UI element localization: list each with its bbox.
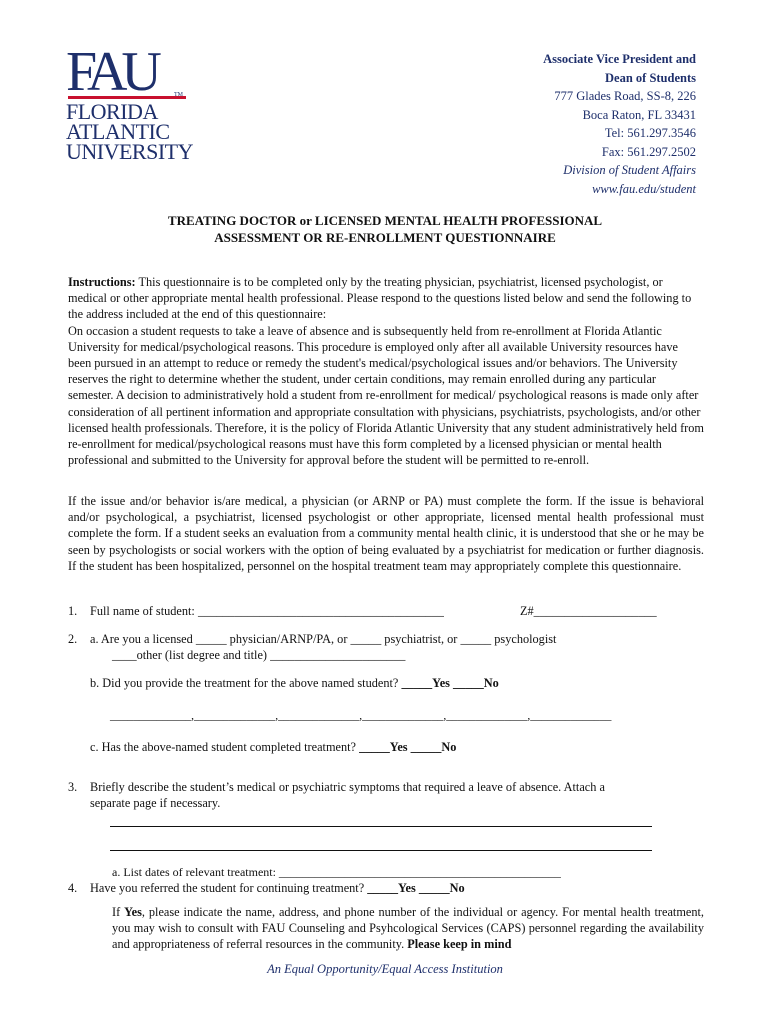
z-number-label: Z# — [520, 604, 534, 618]
q1-text — [90, 603, 444, 619]
fau-logo — [66, 44, 193, 164]
who-completes-paragraph: If the issue and/or behavior is/are medical, a physician (or ARNP or PA) must complete the form. If the issue is behavioral and/or psychological, a psychiatrist, licensed psychologist or other appropriate, licensed mental health professional must complete the form. If a student seeks an evaluation from a community mental health clinic, it is understood that she or he may be seen by psychologists or social workers with the option of being evaluated by a psychiatrist for medication or further diagnosis. If the student has been hospitalized, personnel on the hospital treatment team may appropriately complete this questionnaire. — [68, 494, 704, 573]
question-4 — [68, 880, 708, 896]
q3-answer-line-2[interactable] — [110, 850, 652, 851]
q4-number: 4. — [68, 881, 78, 895]
equal-opportunity-footer: An Equal Opportunity/Equal Access Institution — [267, 962, 503, 976]
q4-label: Have you referred the student for continuing treatment? — [90, 881, 368, 895]
q3a-dates-field[interactable]: a. List dates of relevant treatment: _______________________________________________ — [112, 865, 561, 879]
logo-atlantic: ATLANTIC — [66, 119, 170, 144]
instructions-paragraph — [68, 274, 704, 323]
fau-logo-mark — [66, 44, 188, 94]
logo-florida: FLORIDA — [66, 99, 158, 124]
q4-referral-text: , please indicate the name, address, and phone number of the individual or agency. For mental health treatment, you may wish to consult with FAU Counseling and Psyhcological Services (CAPS) personnel regarding the availability and appropriateness of referral resources in the community. — [112, 905, 704, 952]
address-tel: Tel: 561.297.3546 — [604, 126, 696, 140]
instructions-section — [68, 274, 704, 468]
q3-answer-line-1[interactable] — [110, 826, 652, 827]
q2b — [90, 675, 499, 691]
address-city: Boca Raton, FL 33431 — [582, 107, 696, 122]
address-fax: Fax: 561.297.2502 — [601, 144, 696, 159]
q1-znumber — [520, 603, 657, 619]
fau-letters: FAU — [66, 44, 156, 94]
z-number-field[interactable]: ____________________ — [533, 604, 657, 618]
q2a-text[interactable]: a. Are you a licensed _____ physician/ARNP/PA, or _____ psychiatrist, or _____ psychologist — [90, 632, 557, 646]
title-line-1: TREATING DOCTOR or LICENSED MENTAL HEALTH PROFESSIONAL — [167, 213, 603, 228]
trademark: TM — [174, 92, 183, 98]
instructions-label: Instructions: — [68, 275, 136, 289]
address-street: 777 Glades Road, SS-8, 226 — [554, 89, 696, 103]
q1-label: Full name of student: — [90, 604, 198, 618]
address-block — [543, 50, 696, 198]
instructions-text: This questionnaire is to be completed only by the treating physician, psychiatrist, licensed psychologist, or medical or other appropriate mental health professional. Please respond to the questions listed below and send the following to the address included at the end of this questionnaire: — [68, 275, 692, 322]
q2c — [90, 739, 456, 755]
document-title — [0, 212, 770, 246]
question-1 — [68, 603, 708, 619]
q4-keep-in-mind: Please keep in mind — [407, 937, 512, 952]
student-name-field[interactable]: ________________________________________ — [197, 604, 444, 618]
q2c-no-option[interactable]: _____No — [407, 740, 457, 754]
address-dean: Dean of Students — [605, 70, 696, 85]
q4-no-option[interactable]: _____No — [415, 881, 465, 895]
title-line-2: ASSESSMENT OR RE-ENROLLMENT QUESTIONNAIRE — [214, 230, 556, 245]
q2-number: 2. — [68, 632, 78, 646]
q3-text-line-2: separate page if necessary. — [90, 796, 221, 810]
address-website[interactable]: www.fau.edu/student — [592, 181, 696, 196]
question-3 — [68, 779, 708, 795]
q2c-yes-option[interactable]: _____Yes — [359, 740, 408, 754]
q3-text-line-1: Briefly describe the student’s medical or psychiatric symptoms that required a leave of absence. Attach a — [90, 780, 605, 794]
address-title: Associate Vice President and — [543, 52, 696, 66]
q4-referral-instructions — [112, 904, 704, 953]
q4-if: If — [112, 905, 125, 919]
address-division: Division of Student Affairs — [563, 163, 696, 177]
q2a-other-field[interactable]: ____other (list degree and title) ______________________ — [112, 648, 406, 662]
q4-text — [90, 880, 465, 896]
q2c-label: c. Has the above-named student completed treatment? — [90, 740, 360, 754]
q3-number: 3. — [68, 780, 78, 794]
q2b-no-option[interactable]: _____No — [449, 676, 499, 690]
q4-yes-option[interactable]: _____Yes — [367, 881, 416, 895]
q2b-label: b. Did you provide the treatment for the above named student? — [90, 676, 402, 690]
q4-yes-word: Yes — [124, 905, 142, 919]
q2b-yes-option[interactable]: _____Yes — [401, 676, 450, 690]
question-2 — [68, 631, 708, 647]
q1-number: 1. — [68, 604, 78, 618]
policy-paragraph: On occasion a student requests to take a leave of absence and is subsequently held from re-enrollment at Florida Atlantic University for medical/psychological reasons. This procedure is employed only after all available University resources have been pursued in an attempt to reduce or remedy the student's medical/psychological issues and/or behaviors. The University reserves the right to determine whether the student, under certain conditions, may remain enrolled during any particular semester. A decision to administratively hold a student from re-enrollment for medical/ psychological reasons is made only after consideration of all pertinent information and appropriate consultation with physicians, psychiatrists, psychologists, and/or other licensed health professionals. Therefore, it is the policy of Florida Atlantic University that any student administratively held from re-enrollment for medical/psychological reasons must have this form completed by a licensed physician or mental health professional and submitted to the University for approval before the student will be permitted to re-enroll. — [68, 323, 704, 468]
logo-university: UNIVERSITY — [66, 139, 193, 164]
q2-dates-field[interactable]: ______________,______________,______________,______________,______________,______________ — [110, 709, 612, 722]
